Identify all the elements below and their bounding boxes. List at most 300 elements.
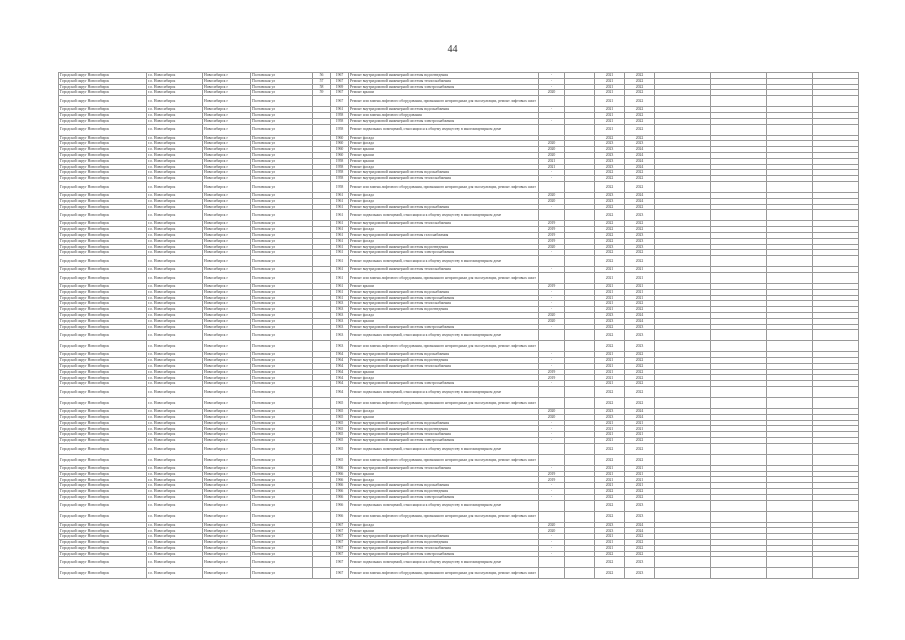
table-cell-district: Городской округ Новосибирск: [59, 454, 147, 465]
table-cell-city: Новосибирск г: [203, 250, 251, 256]
table-cell-district: Городской округ Новосибирск: [59, 398, 147, 409]
table-cell-year-to: 2023: [625, 238, 655, 244]
table-cell-year-from: 2022: [595, 210, 625, 221]
table-cell-flag: 2019: [539, 227, 565, 233]
table-cell-year-to: 2024: [625, 522, 655, 528]
table-cell-locality: г.о. Новосибирск: [147, 324, 203, 330]
table-cell-flag: [539, 557, 565, 568]
table-cell-year-to: 2022: [625, 84, 655, 90]
table-cell-flag: [539, 387, 565, 398]
table-cell-cost2: [711, 256, 767, 267]
table-cell-year-from: 2022: [595, 500, 625, 511]
table-row: [59, 124, 859, 135]
table-cell-cost2: [711, 272, 767, 283]
table-cell-year-from: 2021: [595, 540, 625, 546]
table-cell-city: Новосибирск г: [203, 221, 251, 227]
table-row: [59, 341, 859, 352]
table-cell-work-type: Ремонт фасада: [349, 141, 539, 147]
table-cell-district: Городской округ Новосибирск: [59, 192, 147, 198]
table-cell-locality: г.о. Новосибирск: [147, 369, 203, 375]
table-cell-locality: г.о. Новосибирск: [147, 358, 203, 364]
table-cell-street: Полтавская ул: [251, 192, 313, 198]
table-cell-street: Полтавская ул: [251, 426, 313, 432]
table-cell-year: 1966: [331, 494, 349, 500]
table-cell-flag: 2020: [539, 414, 565, 420]
table-cell-year-from: 2022: [595, 204, 625, 210]
table-cell-work-type: Ремонт или замена лифтового оборудования, признанного непригодным для эксплуатации, ремонт лифтовых шахт: [349, 181, 539, 192]
table-cell-street: Полтавская ул: [251, 141, 313, 147]
table-cell-year-from: 2022: [595, 387, 625, 398]
table-cell-year: 1961: [331, 221, 349, 227]
table-cell-year-from: 2021: [595, 358, 625, 364]
table-cell-year-from: 2021: [595, 352, 625, 358]
table-cell-extra2: [813, 341, 859, 352]
table-cell-locality: г.о. Новосибирск: [147, 283, 203, 289]
table-cell-work-type: Ремонт крыши: [349, 528, 539, 534]
table-cell-work-type: Ремонт внутридомовой инженерной системы теплоснабжения: [349, 465, 539, 471]
table-cell-flag: 2020: [539, 522, 565, 528]
table-cell-work-type: Ремонт внутридомовой инженерной системы теплоснабжения: [349, 176, 539, 182]
table-cell-street: Полтавская ул: [251, 118, 313, 124]
table-cell-city: Новосибирск г: [203, 135, 251, 141]
table-cell-year: 1960: [331, 147, 349, 153]
table-cell-city: Новосибирск г: [203, 204, 251, 210]
table-cell-district: Городской округ Новосибирск: [59, 84, 147, 90]
table-cell-extra2: [813, 511, 859, 522]
table-cell-floor-code: [565, 272, 595, 283]
table-cell-locality: г.о. Новосибирск: [147, 78, 203, 84]
table-cell-flag: -: [539, 545, 565, 551]
table-cell-year-to: 2022: [625, 551, 655, 557]
table-cell-cost2: [711, 181, 767, 192]
table-cell-district: Городской округ Новосибирск: [59, 414, 147, 420]
table-cell-locality: г.о. Новосибирск: [147, 489, 203, 495]
table-cell-year-from: 2021: [595, 369, 625, 375]
table-cell-work-type: Ремонт внутридомовой инженерной системы теплоснабжения: [349, 363, 539, 369]
table-row: [59, 387, 859, 398]
table-cell-year-from: 2021: [595, 78, 625, 84]
table-cell-extra2: [813, 454, 859, 465]
table-cell-flag: 2020: [539, 152, 565, 158]
table-cell-year: 1966: [331, 477, 349, 483]
table-cell-flag: -: [539, 250, 565, 256]
table-cell-city: Новосибирск г: [203, 141, 251, 147]
table-cell-work-type: Ремонт фасада: [349, 375, 539, 381]
table-cell-flag: 2020: [539, 318, 565, 324]
table-cell-extra2: [813, 181, 859, 192]
table-cell-city: Новосибирск г: [203, 272, 251, 283]
table-cell-street: Полтавская ул: [251, 164, 313, 170]
table-cell-work-type: Ремонт внутридомовой инженерной системы теплоснабжения: [349, 78, 539, 84]
table-cell-year: 1965: [331, 420, 349, 426]
table-cell-street: Полтавская ул: [251, 84, 313, 90]
table-cell-city: Новосибирск г: [203, 363, 251, 369]
table-cell-year-from: 2021: [595, 124, 625, 135]
table-cell-year-to: 2022: [625, 221, 655, 227]
table-cell-district: Городской округ Новосибирск: [59, 147, 147, 153]
table-cell-work-type: Ремонт внутридомовой инженерной системы электроснабжения: [349, 250, 539, 256]
table-cell-street: Полтавская ул: [251, 221, 313, 227]
table-cell-street: Полтавская ул: [251, 124, 313, 135]
table-cell-locality: г.о. Новосибирск: [147, 477, 203, 483]
table-cell-street: Полтавская ул: [251, 465, 313, 471]
table-cell-year-from: 2022: [595, 494, 625, 500]
table-cell-year-from: 2021: [595, 420, 625, 426]
table-cell-city: Новосибирск г: [203, 500, 251, 511]
table-cell-flag: -: [539, 358, 565, 364]
table-cell-year: 1961: [331, 283, 349, 289]
table-cell-district: Городской округ Новосибирск: [59, 210, 147, 221]
table-cell-year-to: 2023: [625, 232, 655, 238]
table-cell-extra1: [767, 210, 813, 221]
table-cell-district: Городской округ Новосибирск: [59, 176, 147, 182]
table-cell-flag: 2020: [539, 141, 565, 147]
table-cell-year-to: 2022: [625, 438, 655, 444]
table-cell-year-from: 2021: [595, 96, 625, 107]
table-cell-year-from: 2023: [595, 522, 625, 528]
table-cell-flag: [539, 96, 565, 107]
table-cell-year-to: 2022: [625, 489, 655, 495]
table-cell-flag: 2021: [539, 158, 565, 164]
table-row: [59, 210, 859, 221]
table-cell-extra1: [767, 341, 813, 352]
table-cell-city: Новосибирск г: [203, 489, 251, 495]
table-cell-district: Городской округ Новосибирск: [59, 551, 147, 557]
table-cell-flag: -: [539, 438, 565, 444]
table-cell-street: Полтавская ул: [251, 244, 313, 250]
table-cell-flag: -: [539, 118, 565, 124]
table-cell-work-type: Ремонт подвальных помещений, относящихся к общему имуществу в многоквартирном доме: [349, 443, 539, 454]
table-cell-locality: г.о. Новосибирск: [147, 511, 203, 522]
table-cell-year-to: 2024: [625, 164, 655, 170]
table-cell-cost: [655, 210, 711, 221]
table-cell-year: 1969: [331, 84, 349, 90]
table-cell-year-to: 2022: [625, 135, 655, 141]
table-cell-year: 1963: [331, 318, 349, 324]
table-cell-year: 1964: [331, 369, 349, 375]
table-cell-district: Городской округ Новосибирск: [59, 483, 147, 489]
table-cell-work-type: Ремонт или замена лифтового оборудования, признанного непригодным для эксплуатации, ремонт лифтовых шахт: [349, 454, 539, 465]
table-cell-year-to: 2023: [625, 141, 655, 147]
table-row: [59, 398, 859, 409]
table-cell-locality: г.о. Новосибирск: [147, 330, 203, 341]
table-cell-year: 1966: [331, 511, 349, 522]
table-cell-locality: г.о. Новосибирск: [147, 420, 203, 426]
table-cell-city: Новосибирск г: [203, 471, 251, 477]
table-cell-district: Городской округ Новосибирск: [59, 494, 147, 500]
table-cell-cost: [655, 272, 711, 283]
table-cell-flag: [539, 124, 565, 135]
table-cell-year-from: 2021: [595, 267, 625, 273]
table-cell-street: Полтавская ул: [251, 198, 313, 204]
table-cell-cost: [655, 256, 711, 267]
table-row: [59, 443, 859, 454]
table-cell-street: Полтавская ул: [251, 96, 313, 107]
table-cell-district: Городской округ Новосибирск: [59, 369, 147, 375]
table-cell-floor-code: [565, 387, 595, 398]
table-cell-street: Полтавская ул: [251, 301, 313, 307]
table-cell-district: Городской округ Новосибирск: [59, 124, 147, 135]
table-cell-extra1: [767, 500, 813, 511]
table-cell-work-type: Ремонт внутридомовой инженерной системы электроснабжения: [349, 438, 539, 444]
table-cell-locality: г.о. Новосибирск: [147, 96, 203, 107]
table-cell-district: Городской округ Новосибирск: [59, 568, 147, 579]
table-cell-street: Полтавская ул: [251, 489, 313, 495]
table-cell-year-to: 2023: [625, 568, 655, 579]
table-cell-district: Городской округ Новосибирск: [59, 324, 147, 330]
table-cell-house: [313, 398, 331, 409]
table-cell-year: 1961: [331, 210, 349, 221]
table-cell-street: Полтавская ул: [251, 181, 313, 192]
table-cell-street: Полтавская ул: [251, 551, 313, 557]
table-cell-flag: -: [539, 483, 565, 489]
table-cell-year-from: 2022: [595, 398, 625, 409]
table-cell-city: Новосибирск г: [203, 477, 251, 483]
table-cell-work-type: Ремонт крыши: [349, 283, 539, 289]
table-cell-year-to: 2021: [625, 426, 655, 432]
table-cell-year-from: 2021: [595, 107, 625, 113]
table-cell-city: Новосибирск г: [203, 454, 251, 465]
table-cell-extra2: [813, 256, 859, 267]
table-cell-year-to: 2022: [625, 454, 655, 465]
table-cell-street: Полтавская ул: [251, 158, 313, 164]
table-cell-work-type: Ремонт подвальных помещений, относящихся к общему имуществу в многоквартирном доме: [349, 387, 539, 398]
table-cell-city: Новосибирск г: [203, 301, 251, 307]
table-cell-flag: [539, 210, 565, 221]
table-cell-district: Городской округ Новосибирск: [59, 557, 147, 568]
table-cell-work-type: Ремонт фасада: [349, 192, 539, 198]
table-cell-city: Новосибирск г: [203, 295, 251, 301]
table-cell-work-type: Ремонт или замена лифтового оборудования, признанного непригодным для эксплуатации, ремонт лифтовых шахт: [349, 511, 539, 522]
table-cell-house: [313, 387, 331, 398]
table-cell-work-type: Ремонт фасада: [349, 238, 539, 244]
table-cell-year-from: 2022: [595, 568, 625, 579]
table-cell-city: Новосибирск г: [203, 244, 251, 250]
table-cell-street: Полтавская ул: [251, 73, 313, 79]
table-cell-extra1: [767, 511, 813, 522]
table-cell-flag: 2021: [539, 164, 565, 170]
table-cell-locality: г.о. Новосибирск: [147, 557, 203, 568]
table-cell-year: 1958: [331, 158, 349, 164]
table-cell-street: Полтавская ул: [251, 272, 313, 283]
table-cell-year-from: 2021: [595, 534, 625, 540]
table-cell-work-type: Ремонт или замена лифтового оборудования, признанного непригодным для эксплуатации, ремонт лифтовых шахт: [349, 272, 539, 283]
table-cell-city: Новосибирск г: [203, 198, 251, 204]
table-cell-floor-code: [565, 181, 595, 192]
table-cell-work-type: Ремонт или замена лифтового оборудования: [349, 112, 539, 118]
table-cell-flag: [539, 256, 565, 267]
table-cell-locality: г.о. Новосибирск: [147, 112, 203, 118]
table-cell-year-to: 2024: [625, 318, 655, 324]
table-cell-street: Полтавская ул: [251, 107, 313, 113]
table-cell-city: Новосибирск г: [203, 307, 251, 313]
table-cell-year: 1961: [331, 238, 349, 244]
table-cell-year: 1958: [331, 170, 349, 176]
table-cell-locality: г.о. Новосибирск: [147, 221, 203, 227]
table-cell-work-type: Ремонт или замена лифтового оборудования, признанного непригодным для эксплуатации, ремонт лифтовых шахт: [349, 398, 539, 409]
table-cell-year-from: 2023: [595, 312, 625, 318]
table-cell-extra1: [767, 387, 813, 398]
table-cell-flag: -: [539, 324, 565, 330]
table-cell-year-to: 2024: [625, 414, 655, 420]
table-cell-work-type: Ремонт крыши: [349, 147, 539, 153]
table-cell-cost2: [711, 341, 767, 352]
table-cell-street: Полтавская ул: [251, 135, 313, 141]
table-cell-street: Полтавская ул: [251, 454, 313, 465]
table-cell-year-from: 2022: [595, 330, 625, 341]
table-cell-street: Полтавская ул: [251, 324, 313, 330]
table-cell-year: 1967: [331, 528, 349, 534]
table-cell-work-type: Ремонт внутридомовой инженерной системы электроснабжения: [349, 551, 539, 557]
table-cell-year: 1967: [331, 96, 349, 107]
table-cell-year-to: 2021: [625, 465, 655, 471]
table-cell-year: 1965: [331, 426, 349, 432]
table-cell-work-type: Ремонт или замена лифтового оборудования, признанного непригодным для эксплуатации, ремонт лифтовых шахт: [349, 568, 539, 579]
table-cell-work-type: Ремонт фасада: [349, 164, 539, 170]
table-cell-year: 1961: [331, 227, 349, 233]
table-cell-street: Полтавская ул: [251, 409, 313, 415]
table-cell-work-type: Ремонт фасада: [349, 227, 539, 233]
table-row: [59, 500, 859, 511]
table-cell-street: Полтавская ул: [251, 381, 313, 387]
table-cell-year-to: 2022: [625, 107, 655, 113]
table-cell-district: Городской округ Новосибирск: [59, 358, 147, 364]
table-cell-city: Новосибирск г: [203, 381, 251, 387]
table-cell-flag: -: [539, 420, 565, 426]
table-cell-district: Городской округ Новосибирск: [59, 283, 147, 289]
table-cell-floor-code: [565, 454, 595, 465]
table-cell-city: Новосибирск г: [203, 528, 251, 534]
table-cell-city: Новосибирск г: [203, 192, 251, 198]
table-cell-locality: г.о. Новосибирск: [147, 387, 203, 398]
table-cell-district: Городской округ Новосибирск: [59, 198, 147, 204]
table-cell-house: [313, 124, 331, 135]
table-cell-city: Новосибирск г: [203, 170, 251, 176]
table-cell-floor-code: [565, 557, 595, 568]
table-cell-street: Полтавская ул: [251, 443, 313, 454]
table-cell-locality: г.о. Новосибирск: [147, 568, 203, 579]
table-cell-year: 1967: [331, 545, 349, 551]
table-cell-city: Новосибирск г: [203, 152, 251, 158]
table-cell-cost2: [711, 96, 767, 107]
table-cell-flag: -: [539, 426, 565, 432]
table-cell-cost: [655, 568, 711, 579]
table-cell-flag: [539, 500, 565, 511]
table-cell-year-to: 2022: [625, 301, 655, 307]
table-cell-year-from: 2022: [595, 227, 625, 233]
table-cell-locality: г.о. Новосибирск: [147, 90, 203, 96]
table-cell-cost: [655, 443, 711, 454]
table-cell-street: Полтавская ул: [251, 414, 313, 420]
table-cell-district: Городской округ Новосибирск: [59, 341, 147, 352]
table-cell-flag: -: [539, 170, 565, 176]
table-cell-work-type: Ремонт внутридомовой инженерной системы электроснабжения: [349, 381, 539, 387]
table-cell-year-to: 2023: [625, 324, 655, 330]
table-cell-work-type: Ремонт внутридомовой инженерной системы электроснабжения: [349, 324, 539, 330]
table-cell-work-type: Ремонт крыши: [349, 414, 539, 420]
table-cell-year: 1967: [331, 540, 349, 546]
table-cell-year-from: 2023: [595, 158, 625, 164]
table-cell-year-to: 2021: [625, 283, 655, 289]
table-cell-street: Полтавская ул: [251, 375, 313, 381]
table-cell-year-from: 2021: [595, 90, 625, 96]
table-cell-year-to: 2021: [625, 471, 655, 477]
table-cell-flag: [539, 443, 565, 454]
table-cell-year-from: 2022: [595, 489, 625, 495]
table-cell-district: Городской округ Новосибирск: [59, 420, 147, 426]
table-cell-year-to: 2022: [625, 118, 655, 124]
table-cell-house: 57: [313, 78, 331, 84]
table-row: [59, 557, 859, 568]
table-cell-extra2: [813, 443, 859, 454]
table-cell-floor-code: [565, 568, 595, 579]
table-cell-year-from: 2021: [595, 465, 625, 471]
table-cell-locality: г.о. Новосибирск: [147, 483, 203, 489]
table-cell-work-type: Ремонт фасада: [349, 522, 539, 528]
table-cell-district: Городской округ Новосибирск: [59, 477, 147, 483]
table-cell-year-from: 2022: [595, 551, 625, 557]
table-cell-year-to: 2022: [625, 124, 655, 135]
table-cell-year-from: 2021: [595, 272, 625, 283]
table-cell-locality: г.о. Новосибирск: [147, 164, 203, 170]
table-cell-year: 1961: [331, 192, 349, 198]
table-cell-flag: 2020: [539, 192, 565, 198]
table-cell-locality: г.о. Новосибирск: [147, 301, 203, 307]
table-cell-year: 1967: [331, 522, 349, 528]
table-row: [59, 454, 859, 465]
table-cell-year-to: 2024: [625, 192, 655, 198]
table-cell-locality: г.о. Новосибирск: [147, 426, 203, 432]
table-cell-locality: г.о. Новосибирск: [147, 250, 203, 256]
table-cell-work-type: Ремонт внутридомовой инженерной системы газоснабжения: [349, 232, 539, 238]
table-cell-district: Городской округ Новосибирск: [59, 204, 147, 210]
table-cell-street: Полтавская ул: [251, 204, 313, 210]
table-cell-year-to: 2024: [625, 528, 655, 534]
table-cell-district: Городской округ Новосибирск: [59, 387, 147, 398]
table-cell-flag: -: [539, 204, 565, 210]
table-cell-cost: [655, 500, 711, 511]
table-cell-extra1: [767, 398, 813, 409]
table-cell-locality: г.о. Новосибирск: [147, 73, 203, 79]
table-cell-work-type: Ремонт внутридомовой инженерной системы водоснабжения: [349, 107, 539, 113]
table-cell-street: Полтавская ул: [251, 250, 313, 256]
table-cell-year-from: 2022: [595, 454, 625, 465]
table-cell-street: Полтавская ул: [251, 511, 313, 522]
table-cell-year: 1961: [331, 107, 349, 113]
table-cell-year-to: 2021: [625, 420, 655, 426]
table-cell-year-to: 2022: [625, 375, 655, 381]
table-cell-year-from: 2023: [595, 198, 625, 204]
table-cell-year: 1964: [331, 375, 349, 381]
table-cell-city: Новосибирск г: [203, 181, 251, 192]
table-cell-street: Полтавская ул: [251, 545, 313, 551]
table-cell-street: Полтавская ул: [251, 330, 313, 341]
table-cell-year-to: 2021: [625, 267, 655, 273]
table-cell-city: Новосибирск г: [203, 96, 251, 107]
table-cell-locality: г.о. Новосибирск: [147, 500, 203, 511]
table-cell-locality: г.о. Новосибирск: [147, 272, 203, 283]
table-cell-flag: [539, 181, 565, 192]
table-cell-cost2: [711, 511, 767, 522]
table-cell-house: [313, 500, 331, 511]
table-cell-street: Полтавская ул: [251, 78, 313, 84]
table-cell-city: Новосибирск г: [203, 112, 251, 118]
table-cell-street: Полтавская ул: [251, 522, 313, 528]
table-cell-year: 1963: [331, 307, 349, 313]
table-cell-work-type: Ремонт внутридомовой инженерной системы электроснабжения: [349, 494, 539, 500]
table-cell-flag: -: [539, 176, 565, 182]
table-cell-year-from: 2021: [595, 73, 625, 79]
